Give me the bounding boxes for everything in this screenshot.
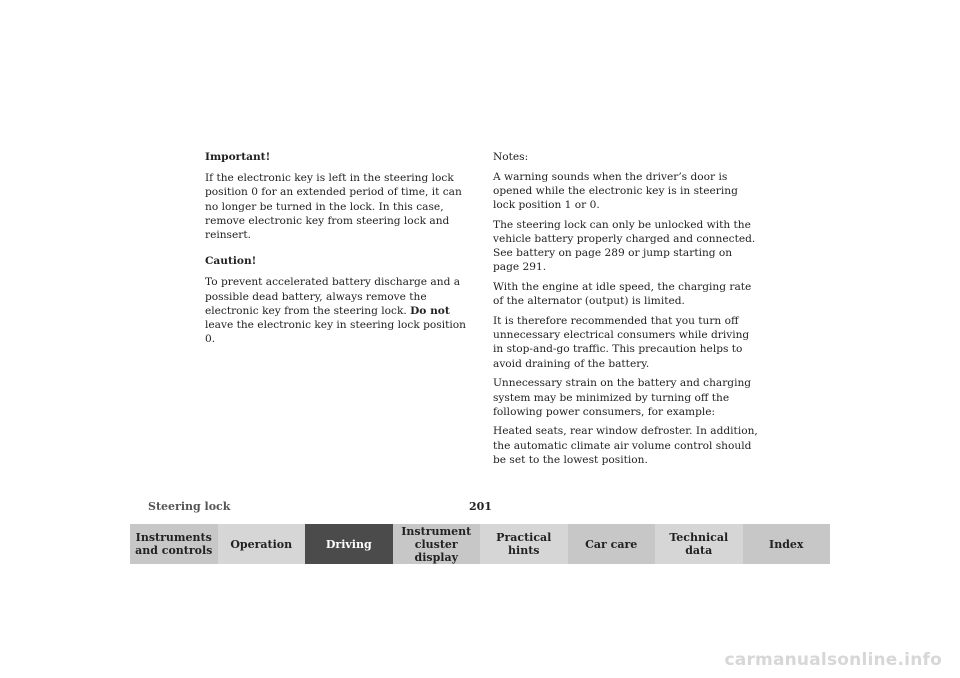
tab-index[interactable]: Index: [743, 524, 831, 564]
left-column: [205, 150, 470, 352]
caution-text-part-1: To prevent accelerated battery discharge and a possible dead battery, always remove the electronic key from the steering lock.: [205, 276, 461, 317]
notes-heading: Notes:: [493, 151, 529, 163]
tab-instruments-and-controls[interactable]: Instruments and controls: [130, 524, 218, 564]
caution-text: [205, 275, 470, 346]
note-paragraph: Unnecessary strain on the battery and charging system may be minimized by turning off the following power consumers, for example:: [493, 377, 752, 418]
note-paragraph: Heated seats, rear window defroster. In addition, the automatic climate air volume control should be set to the lowest position.: [493, 425, 758, 466]
note-paragraph: A warning sounds when the driver’s door is opened while the electronic key is in steering lock position 1 or 0.: [493, 170, 738, 212]
tab-driving[interactable]: Driving: [305, 524, 393, 564]
tab-technical-data[interactable]: Technical data: [655, 524, 743, 564]
note-paragraph: The steering lock can only be unlocked with the vehicle battery properly charged and connected. See battery on page 289 or jump starting on page 291.: [493, 218, 756, 274]
caution-heading: Caution!: [205, 255, 257, 268]
note-paragraph: With the engine at idle speed, the charging rate of the alternator (output) is limited.: [493, 281, 752, 308]
right-column: [493, 150, 759, 473]
caution-bold-text: Do not: [410, 304, 450, 317]
note-paragraph: It is therefore recommended that you turn off unnecessary electrical consumers while driving in stop-and-go traffic. This precaution helps to avoid draining of the battery.: [493, 315, 750, 370]
section-title: Steering lock: [148, 500, 231, 513]
important-heading: Important!: [205, 151, 271, 163]
tab-practical-hints[interactable]: Practical hints: [480, 524, 568, 564]
important-text: If the electronic key is left in the steering lock position 0 for an extended period of time, it can no longer be turned in the lock. In this case, remove electronic key from steering lock and reinsert.: [205, 172, 462, 242]
page-number: 201: [469, 500, 492, 513]
caution-text-part-2: leave the electronic key in steering lock position 0.: [205, 319, 466, 346]
watermark-text: carmanualsonline.info: [724, 650, 942, 670]
section-tab-bar: [130, 524, 830, 564]
tab-car-care[interactable]: Car care: [568, 524, 656, 564]
tab-operation[interactable]: Operation: [218, 524, 306, 564]
tab-instrument-cluster-display[interactable]: Instrument cluster display: [393, 524, 481, 564]
